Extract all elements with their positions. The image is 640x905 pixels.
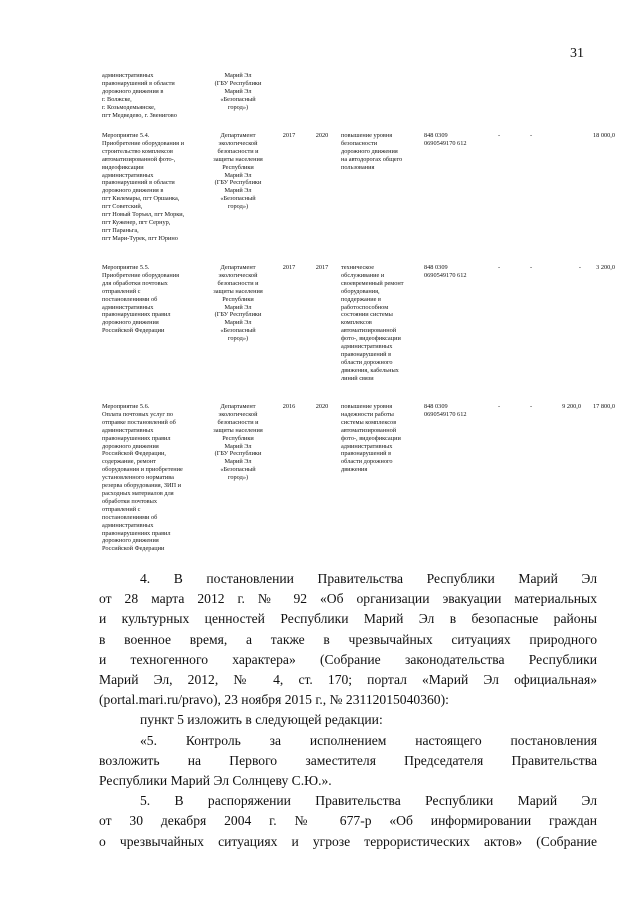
item4-line-5: и техногенного характера» (Собрание законодательства Республики — [99, 651, 597, 667]
item5-line-1: 5. В распоряжении Правительства Республики Марий Эл — [140, 793, 597, 809]
point5-intro: пункт 5 изложить в следующей редакции: — [140, 712, 383, 728]
amount-3: - — [578, 264, 581, 271]
point5-line-2: возложить на Первого заместителя Председателя Правительства — [99, 752, 597, 768]
amount-3: 9 200,0 — [562, 403, 581, 410]
activity-description: Мероприятие 5.4. Приобретение оборудования и строительство комплексов автоматизированной фото-, видеофиксации административных правонарушений в области дорожного движения в пгт Килемары, пгт Оршанка, пгт Советский, пгт Новый Торъял, пгт Морки, пгт Куженер, пгт Сернур, пгт Параньга, пгт Мари-Турек, пгт Юрино — [102, 132, 185, 242]
activity-description: Мероприятие 5.5. Приобретение оборудования для обработки почтовых отправлений с постановлениями об административных правонарушениях правил дорожного движения Российской Федерации — [102, 264, 180, 335]
point5-line-3: Республики Марий Эл Солнцеву С.Ю.». — [99, 773, 332, 789]
year-start: 2016 — [282, 403, 296, 410]
amount-2: - — [529, 132, 533, 139]
amount-2: - — [529, 264, 533, 271]
executor: Департамент экологической безопасности и защиты населения Республики Марий Эл (ГБУ Республики Марий Эл «Безопасный город») — [213, 403, 263, 482]
expected-result: повышение уровня надежности работы системы комплексов автоматизированной фото-, видеофиксации административных правонарушений в области дорожного движения — [341, 403, 401, 474]
executor: Департамент экологической безопасности и защиты населения Республики Марий Эл (ГБУ Республики Марий Эл «Безопасный город») — [213, 132, 263, 211]
item4-line-3: и культурных ценностей Республики Марий Эл в безопасные районы — [99, 611, 597, 627]
page-number: 31 — [570, 46, 584, 61]
item4-line-4: в военное время, а также в чрезвычайных ситуациях природного — [99, 631, 597, 647]
item4-line-6: Марий Эл, 2012, № 4, ст. 170; портал «Марий Эл официальная» — [99, 672, 597, 688]
year-end: 2020 — [315, 403, 329, 410]
expected-result: техническое обслуживание и своевременный ремонт оборудования, поддержание в работоспособном состоянии системы комплексов автоматизированной фото-, видеофиксации административных правонарушений в области дорожного движения, кабельных линий связи — [341, 264, 404, 382]
body-text — [99, 569, 597, 852]
amount-2: - — [529, 403, 533, 410]
activity-description: административных правонарушений в области дорожного движения в г. Волжске, г. Козьмодемьянске, пгт Медведево, г. Звенигово — [102, 72, 177, 119]
item4-line-1: 4. В постановлении Правительства Республики Марий Эл — [140, 571, 597, 586]
executor: Департамент экологической безопасности и защиты населения Республики Марий Эл (ГБУ Республики Марий Эл «Безопасный город») — [213, 264, 263, 343]
amount-1: - — [497, 403, 501, 410]
amount-4: 3 200,0 — [596, 264, 615, 271]
expected-result: повышение уровня безопасности дорожного движения на автодорогах общего пользования — [341, 132, 403, 171]
item5-line-2: от 30 декабря 2004 г. № 677-р «Об информировании граждан — [99, 813, 597, 829]
year-start: 2017 — [282, 264, 296, 271]
amount-1: - — [497, 264, 501, 271]
item4-line-7: (portal.mari.ru/pravo), 23 ноября 2015 г., № 23112015040360): — [99, 692, 449, 708]
amount-4: 17 800,0 — [592, 403, 615, 410]
amount-1: - — [497, 132, 501, 139]
budget-code: 848 0309 0690549170 612 — [424, 132, 467, 147]
amount-4: 18 000,0 — [592, 132, 615, 139]
budget-code: 848 0309 0690549170 612 — [424, 403, 467, 418]
item4-line-2: от 28 марта 2012 г. № 92 «Об организации эвакуации материальных — [99, 591, 597, 607]
point5-line-1: «5. Контроль за исполнением настоящего постановления — [140, 732, 597, 748]
year-start: 2017 — [282, 132, 296, 139]
year-end: 2020 — [315, 132, 329, 139]
year-end: 2017 — [315, 264, 329, 271]
item5-line-3: о чрезвычайных ситуациях и угрозе террористических актов» (Собрание — [99, 833, 597, 849]
executor: Марий Эл (ГБУ Республики Марий Эл «Безопасный город») — [214, 72, 262, 111]
activity-description: Мероприятие 5.6. Оплата почтовых услуг по отправке постановлений об административных правонарушениях правил дорожного движения Российской Федерации, содержание, ремонт оборудования и приобретение установленного норматива резерва оборудования, ЗИП и расходных материалов для обработки почтовых отправлений с постановлениями об административных правонарушениях правил дорожного движения Российской Федерации — [102, 403, 183, 553]
budget-code: 848 0309 0690549170 612 — [424, 264, 467, 279]
